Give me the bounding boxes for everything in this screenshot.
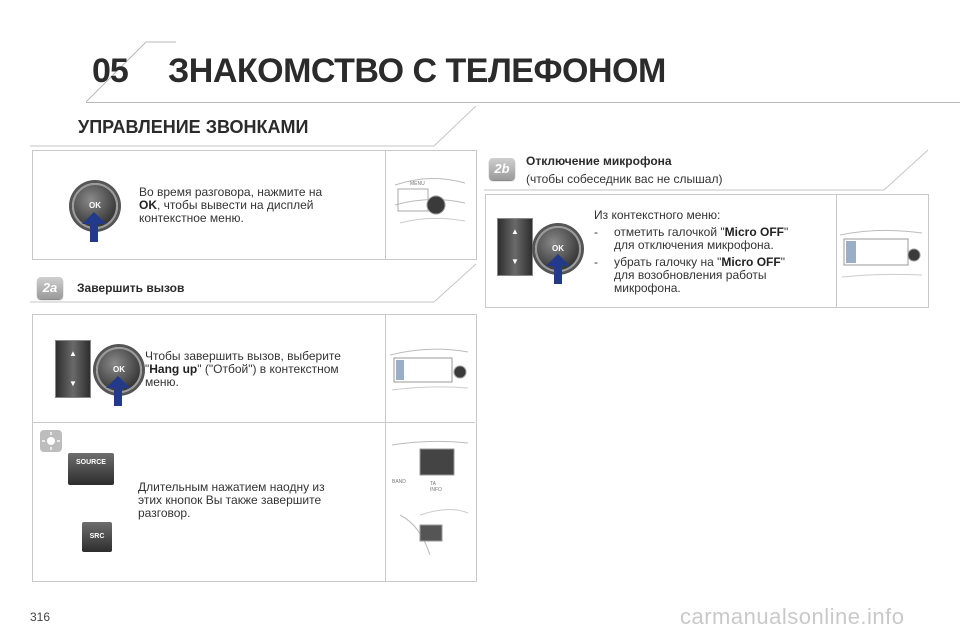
chapter-number: 05 [92, 52, 128, 90]
watermark: carmanualsonline.info [680, 604, 905, 629]
ok-button-icon: OK [535, 226, 581, 272]
src-button-icon [82, 522, 112, 552]
radio-panel-illustration [390, 330, 470, 400]
item2-line-a: убрать галочку на " [614, 255, 722, 269]
src-label: SRC [89, 533, 105, 540]
step-2b-intro: Из контекстного меню: [594, 208, 721, 222]
item2-line-c: для возобновления работы [614, 268, 767, 282]
ok-button-icon: OK [96, 347, 142, 393]
scroll-rocker-icon: ▲ ▼ [55, 340, 91, 398]
step-1-divider [385, 151, 386, 259]
step-2a-line-c: меню. [145, 375, 179, 389]
audio-controls-illustration [390, 435, 470, 575]
step-1-ok-bold: OK [139, 198, 157, 212]
step-1-text [139, 186, 369, 225]
step-2b-badge: 2b [489, 158, 515, 180]
steering-controls-illustration [390, 165, 470, 240]
step-1-line-c: контекстное меню. [139, 211, 244, 225]
step-2b-item2 [614, 256, 834, 295]
source-button-icon [68, 453, 114, 485]
page-title: ЗНАКОМСТВО С ТЕЛЕФОНОМ [168, 52, 666, 90]
tip-line-c: разговор. [138, 506, 191, 520]
step-2a-badge: 2a [37, 277, 63, 299]
step-2b-title: Отключение микрофона [526, 154, 672, 168]
step-2a-rule [30, 262, 480, 308]
section-title: УПРАВЛЕНИЕ ЗВОНКАМИ [78, 117, 309, 137]
scroll-rocker-icon: ▲ ▼ [497, 218, 533, 276]
press-arrow-icon [106, 376, 130, 406]
micro-off-bold: Micro OFF [721, 255, 781, 269]
step-2b-divider [836, 195, 837, 307]
band-label: BAND [392, 479, 406, 485]
item2-line-d: микрофона. [614, 281, 681, 295]
hang-up-bold: Hang up [149, 362, 198, 376]
step-2a-separator [33, 422, 475, 423]
item1-line-c: для отключения микрофона. [614, 238, 774, 252]
page-number: 316 [30, 610, 51, 624]
step-2a-line-b: " ("Отбой") в контекстном [197, 362, 339, 376]
step-2a-line-a: Чтобы завершить вызов, выберите [145, 349, 341, 363]
radio-panel-illustration [840, 215, 924, 285]
tip-text [138, 481, 370, 520]
tip-line-b: этих кнопок Вы также завершите [138, 493, 322, 507]
step-2a-quote: " [145, 362, 150, 376]
svg-text:MENU: MENU [410, 181, 425, 187]
step-2b-rule [484, 146, 930, 192]
press-arrow-icon [546, 254, 570, 284]
header-rule [86, 102, 960, 103]
item2-quote: " [780, 255, 785, 269]
section-rule [30, 104, 480, 148]
step-2a-divider [385, 315, 386, 581]
ok-button-icon: OK [72, 183, 118, 229]
step-2a-text [145, 350, 377, 389]
item1-line-a: отметить галочкой " [614, 225, 725, 239]
micro-off-bold: Micro OFF [724, 225, 784, 239]
info-label: INFO [430, 487, 442, 493]
step-2b-item1 [614, 226, 834, 252]
light-bulb-icon [40, 430, 62, 452]
step-2b-item2-dash: - [594, 255, 598, 269]
tip-line-a: Длительным нажатием наодну из [138, 480, 325, 494]
step-2a-title: Завершить вызов [77, 281, 185, 295]
source-label: SOURCE [76, 459, 106, 466]
step-2b-subtitle: (чтобы собеседник вас не слышал) [526, 172, 723, 186]
step-2b-item1-dash: - [594, 225, 598, 239]
ta-label: TA [430, 481, 437, 487]
press-arrow-icon [82, 212, 106, 242]
item1-quote: " [784, 225, 789, 239]
step-1-line-b: , чтобы вывести на дисплей [157, 198, 314, 212]
step-1-line-a: Во время разговора, нажмите на [139, 185, 323, 199]
